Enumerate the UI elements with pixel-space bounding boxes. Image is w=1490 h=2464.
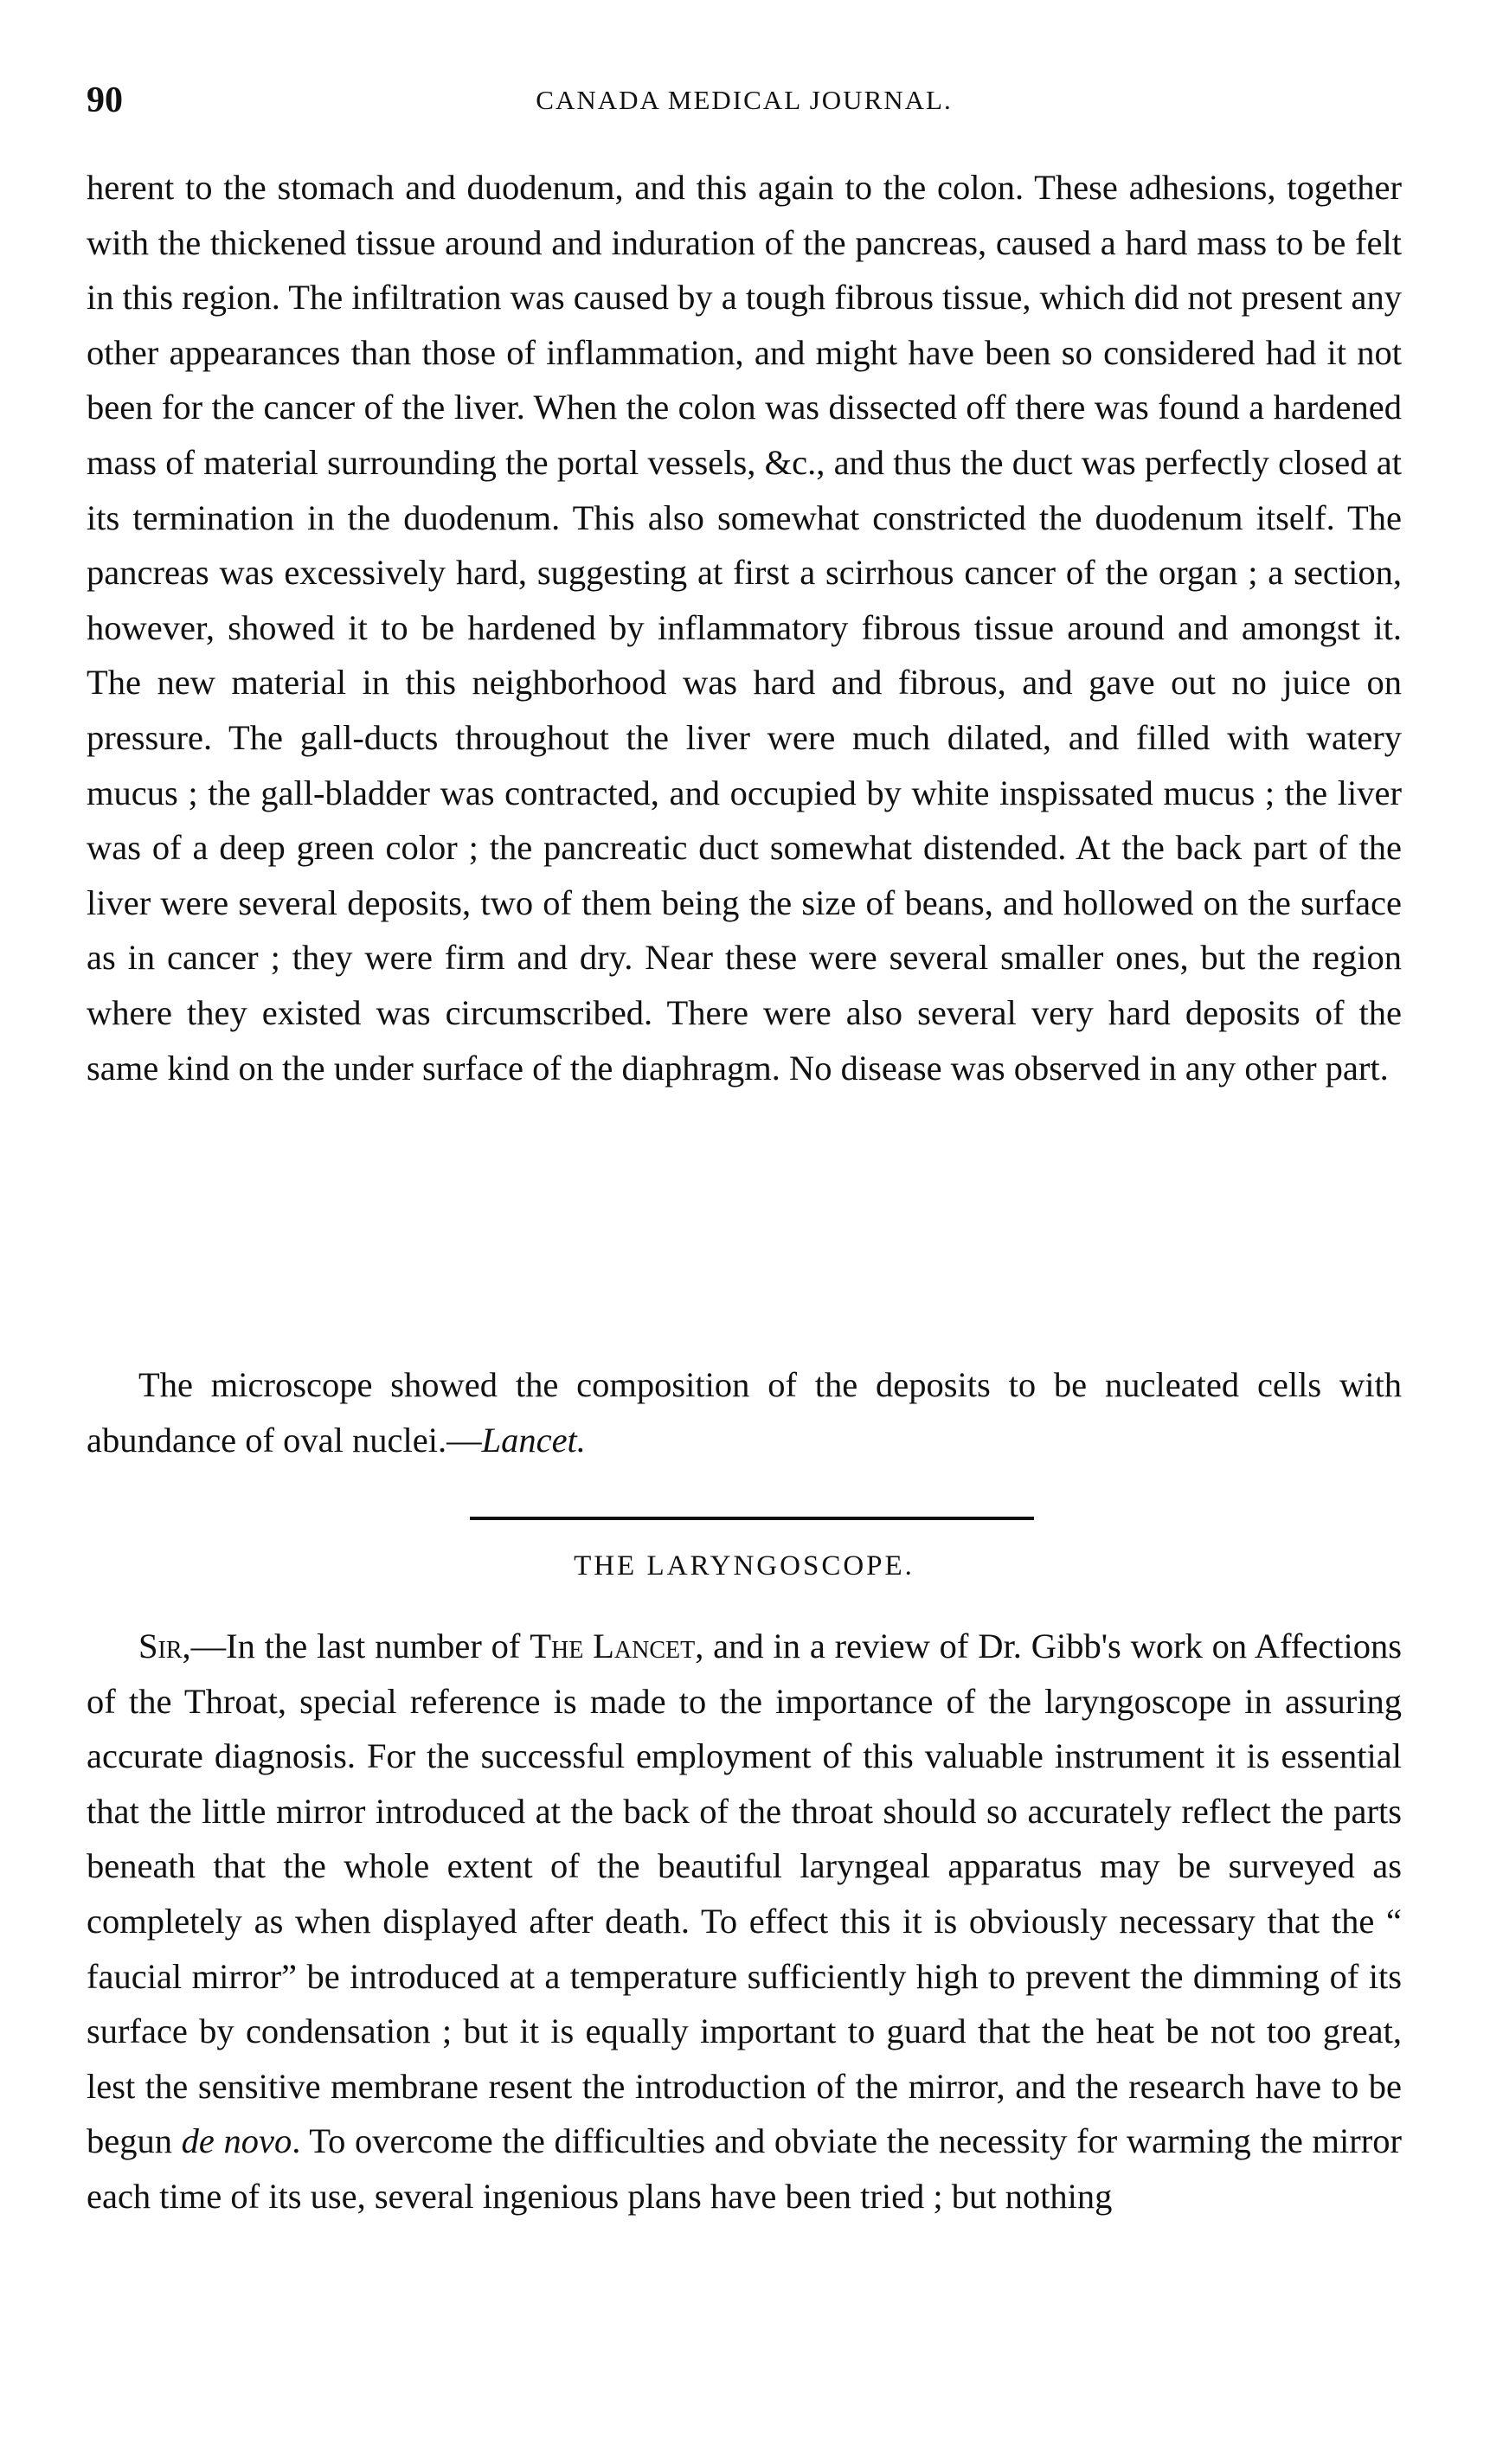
article-paragraph-1: herent to the stomach and duodenum, and this again to the colon. These adhesions, together with the thickened tissue around and induration of the pancreas, caused a hard mass to be felt in this region. The infiltration was caused by a tough fibrous tissue, which did not present any other appearances than those of inflammation, and might have been so considered had it not been for the cancer of the liver. When the colon was dissected off there was found a hardened mass of material surrounding the portal vessels, &c., and thus the duct was perfectly closed at its termination in the duodenum. This also somewhat constricted the duodenum itself. The pancreas was excessively hard, suggesting at first a scirrhous cancer of the organ ; a section, however, showed it to be hardened by inflammatory fibrous tissue around and amongst it. The new material in this neighborhood was hard and fibrous, and gave out no juice on pressure. The gall-ducts throughout the liver were much dilated, and filled with watery mucus ; the gall-bladder was contracted, and occupied by white inspissated mucus ; the liver was of a deep green color ; the pancreatic duct somewhat distended. At the back part of the liver were several deposits, two of them being the size of beans, and hollowed on the surface as in cancer ; they were firm and dry. Near these were several smaller ones, but the region where they existed was circumscribed. There were also several very hard deposits of the same kind on the under surface of the diaphragm. No disease was observed in any other part. xyxy=(87,168,1402,1088)
article-paragraph-2-text: The microscope showed the composition of the deposits to be nucleated cells with abundance of oval nuclei.— xyxy=(87,1365,1402,1460)
article-paragraph-2 xyxy=(87,1357,1402,1467)
journal-name-lancet: The Lancet xyxy=(530,1627,696,1665)
letter-text-part-3: . To overcome the difficulties and obviate the necessity for warming the mirror each time of its use, several ingenious plans have been tried ; but nothing xyxy=(87,2121,1402,2216)
latin-phrase: de novo xyxy=(181,2121,292,2161)
page-number: 90 xyxy=(87,80,123,120)
section-divider-rule xyxy=(470,1517,1034,1520)
letter-text-part-2: , and in a review of Dr. Gibb's work on Affections of the Throat, special reference is made to the importance of the laryngoscope in assuring accurate diagnosis. For the successful employment of this valuable instrument it is essential that the little mirror introduced at the back of the throat should so accurately reflect the parts beneath that the whole extent of the beautiful laryngeal apparatus may be surveyed as completely as when displayed after death. To effect this it is obviously necessary that the “ faucial mirror” be introduced at a temperature sufficiently high to prevent the dimming of its surface by condensation ; but it is equally important to guard that the heat be not too great, lest the sensitive membrane resent the introduction of the mirror, and the research have to be begun xyxy=(87,1627,1402,2161)
section-heading: THE LARYNGOSCOPE. xyxy=(574,1550,915,1582)
letter-text-part-1: —In the last number of xyxy=(190,1627,530,1665)
letter-salutation: Sir, xyxy=(138,1627,191,1665)
letter-paragraph xyxy=(87,1619,1402,2224)
journal-title: CANADA MEDICAL JOURNAL. xyxy=(536,85,953,115)
source-citation: Lancet. xyxy=(481,1420,586,1460)
running-head xyxy=(87,80,1402,132)
